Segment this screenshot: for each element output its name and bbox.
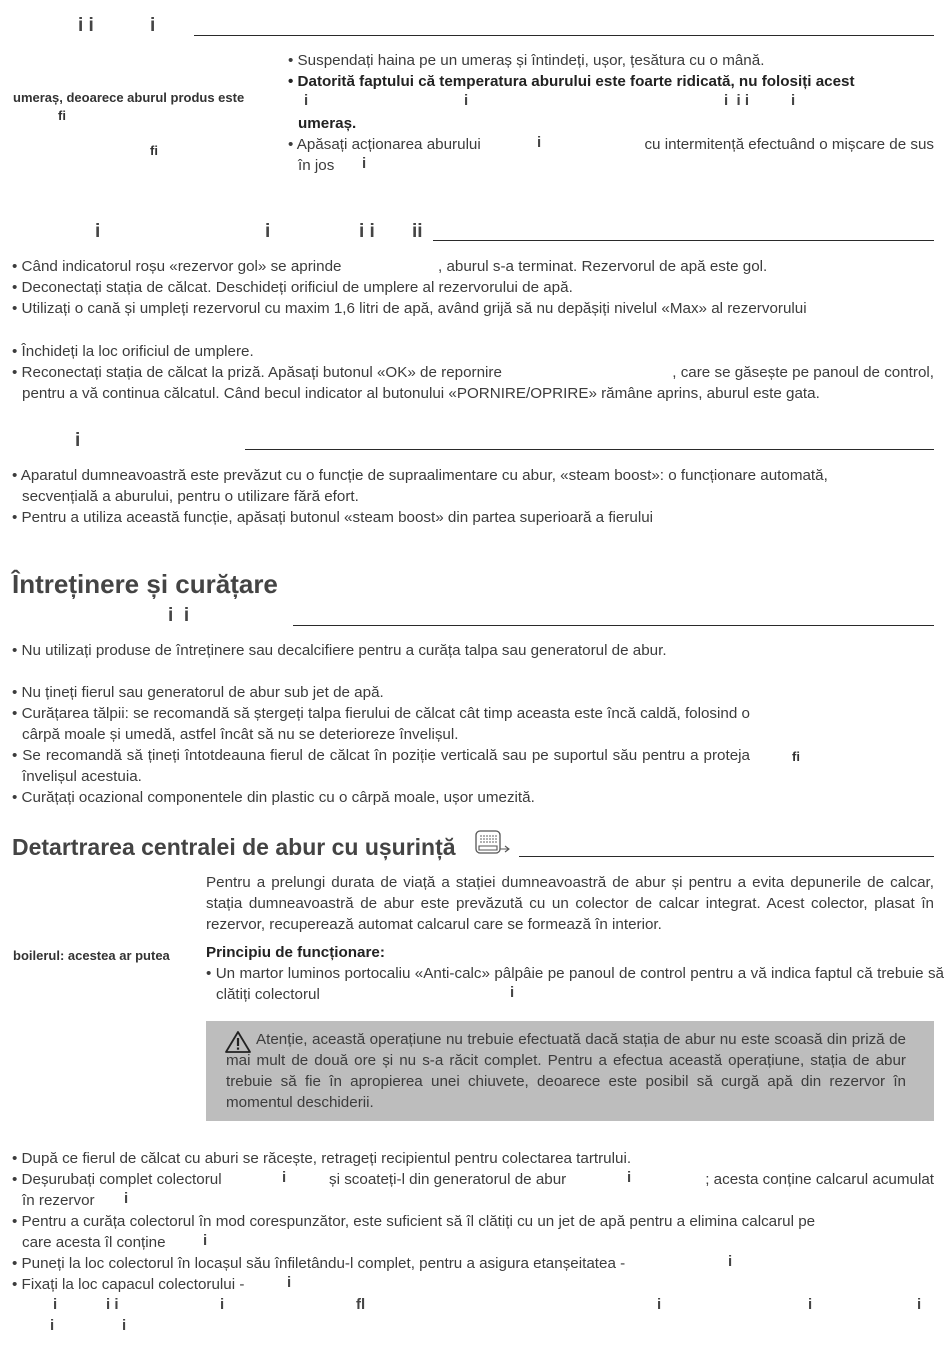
principle-text: • Un martor luminos portocaliu «Anti-calc» pâlpâie pe panoul de control pentru a vă indica faptul că trebuie să clătiți colectorul [206, 965, 944, 1003]
warning-box [206, 1021, 934, 1121]
bullet-item: • Nu țineți fierul sau generatorul de abur sub jet de apă. [12, 684, 384, 701]
bullet-continuation: în jos [298, 157, 335, 174]
bullet-item: • Utilizați o cană și umpleți rezervorul cu maxim 1,6 litri de apă, având grijă să nu depășiți nivelul «Max» al rezervorului [12, 300, 807, 317]
heading-fragment: i [265, 221, 271, 242]
side-note: fi [792, 749, 800, 764]
bullet-item: • Deconectați stația de călcat. Deschideți orificiul de umplere al rezervorului de apă. [12, 279, 573, 296]
heading-rule [433, 240, 934, 241]
text-fragment: i [122, 1317, 127, 1334]
text-fragment: i [287, 1274, 292, 1291]
text-fragment: i [124, 1190, 129, 1207]
text-fragment: fl [356, 1296, 366, 1313]
section-title: Detartrarea centralei de abur cu ușurință [12, 834, 456, 860]
descale-collector-icon [474, 830, 514, 858]
bullet-item: • Curățarea tălpii: se recomandă să ștergeți talpa fierului de călcat cât timp aceasta este încă caldă, folosind o cârpă moale și umedă, astfel încât să nu se deterioreze învelișul. [12, 705, 750, 743]
bullet-item: • Pentru a utiliza această funcție, apăsați butonul «steam boost» din partea superioară a fierului [12, 509, 654, 526]
bullet-item: • Nu utilizați produse de întreținere sau decalcifiere pentru a curăța talpa sau generatorul de abur. [12, 642, 667, 659]
bullet-item: • Aparatul dumneavoastră este prevăzut cu o funcție de supraalimentare cu abur, «steam boost»: o funcționare automată, [12, 467, 828, 484]
step-item: • După ce fierul de călcat cu aburi se răcește, retrageți recipientul pentru colectarea tartrului. [12, 1150, 632, 1167]
step-continuation: în rezervor [22, 1192, 95, 1209]
step-item: • Puneți la loc colectorul în locașul său înfiletându-l complet, pentru a asigura etanșeitatea - [12, 1255, 626, 1272]
text-fragment: i [50, 1317, 55, 1334]
bullet-continuation: secvențială a aburului, pentru o utilizare fără efort. [22, 488, 359, 505]
text-fragment: i [627, 1169, 632, 1186]
warning-text: Atenție, această operațiune nu trebuie efectuată dacă stația de abur nu este scoasă din priză de mai mult de două ore și nu s-a răcit complet. Pentru a efectua această operațiune, stația de abur trebuie să fie în apropierea unei chiuvete, deoarece este posibil să curgă apă din rezervor în momentul deschiderii. [226, 1031, 906, 1111]
text-fragment: i [728, 1253, 733, 1270]
heading-rule [194, 35, 934, 36]
bullet-item: • Reconectați stația de călcat la priză. Apăsați butonul «OK» de repornire [12, 364, 502, 381]
text-fragment: i [808, 1296, 813, 1313]
text-fragment: i [282, 1169, 287, 1186]
bullet-continuation: pentru a vă continua călcatul. Când becul indicator al butonului «PORNIRE/OPRIRE» rămâne aprins, aburul este gata. [22, 385, 820, 402]
step-item: • Fixați la loc capacul colectorului - [12, 1276, 245, 1293]
text-fragment: i [657, 1296, 662, 1313]
text-fragment: i [917, 1296, 922, 1313]
bullet-item: • Apăsați acționarea aburului [288, 136, 481, 153]
heading-rule [519, 856, 934, 857]
text-fragment: i [791, 92, 796, 109]
heading-fragment: i [75, 430, 81, 451]
bullet-continuation: , aburul s-a terminat. Rezervorul de apă este gol. [438, 258, 768, 275]
step-item: • Pentru a curăța colectorul în mod corespunzător, este suficient să îl clătiți cu un jet de apă pentru a elimina calcarul pe [12, 1213, 816, 1230]
bullet-item-bold: • Datorită faptului că temperatura aburului este foarte ridicată, nu folosiți acest [288, 73, 855, 90]
side-note: umeraș, deoarece aburul produs este [13, 90, 245, 105]
bullet-continuation: , care se găsește pe panoul de control, [672, 364, 934, 381]
text-fragment: i i i [724, 92, 750, 109]
principle-title: Principiu de funcționare: [206, 944, 385, 961]
bullet-continuation: umeraș. [298, 115, 357, 132]
text-fragment: i [304, 92, 309, 109]
side-note: boilerul: acestea ar putea [13, 948, 170, 963]
bullet-item: • Se recomandă să țineți întotdeauna fierul de călcat în poziție verticală sau pe suportul său pentru a proteja învelișul acestuia. [12, 747, 750, 785]
bullet-continuation: cu intermitență efectuând o mișcare de sus [644, 136, 934, 153]
intro-paragraph: Pentru a prelungi durata de viață a stației dumneavoastră de abur și pentru a evita depunerile de calcar, stația dumneavoastră de abur este prevăzută cu un colector de calcar integrat. Acest colector, plasat în rezervor, recuperează automat calcarul care se formează în interior. [206, 874, 934, 933]
bullet-item: • Când indicatorul roșu «rezervor gol» se aprinde [12, 258, 342, 275]
side-note: fi [58, 108, 66, 123]
text-fragment: i [220, 1296, 225, 1313]
heading-fragment: i [95, 221, 101, 242]
text-fragment: i [510, 984, 515, 1001]
heading-fragment: i i [78, 15, 94, 36]
step-continuation: care acesta îl conține [22, 1234, 166, 1251]
heading-rule [293, 625, 934, 626]
step-continuation: și scoateți-l din generatorul de abur [329, 1171, 567, 1188]
bullet-item: • Curățați ocazional componentele din plastic cu o cârpă moale, ușor umezită. [12, 789, 535, 806]
step-item: • Deșurubați complet colectorul [12, 1171, 222, 1188]
step-continuation: ; acesta conține calcarul acumulat [705, 1171, 934, 1188]
section-title: Întreținere și curățare [12, 569, 278, 599]
heading-fragment: ii [412, 221, 423, 242]
text-fragment: i [53, 1296, 58, 1313]
text-fragment: i [537, 134, 542, 151]
text-fragment: i i [106, 1296, 119, 1313]
bullet-item: • Închideți la loc orificiul de umplere. [12, 343, 254, 360]
text-fragment: i [203, 1232, 208, 1249]
side-note: fi [150, 143, 158, 158]
text-fragment: i [362, 155, 367, 172]
text-fragment: i [464, 92, 469, 109]
heading-fragment: i [150, 15, 156, 36]
heading-rule [245, 449, 934, 450]
bullet-item: • Suspendați haina pe un umeraș și întindeți, ușor, țesătura cu o mână. [288, 52, 765, 69]
heading-fragment: i i [168, 605, 190, 626]
heading-fragment: i i [359, 221, 375, 242]
